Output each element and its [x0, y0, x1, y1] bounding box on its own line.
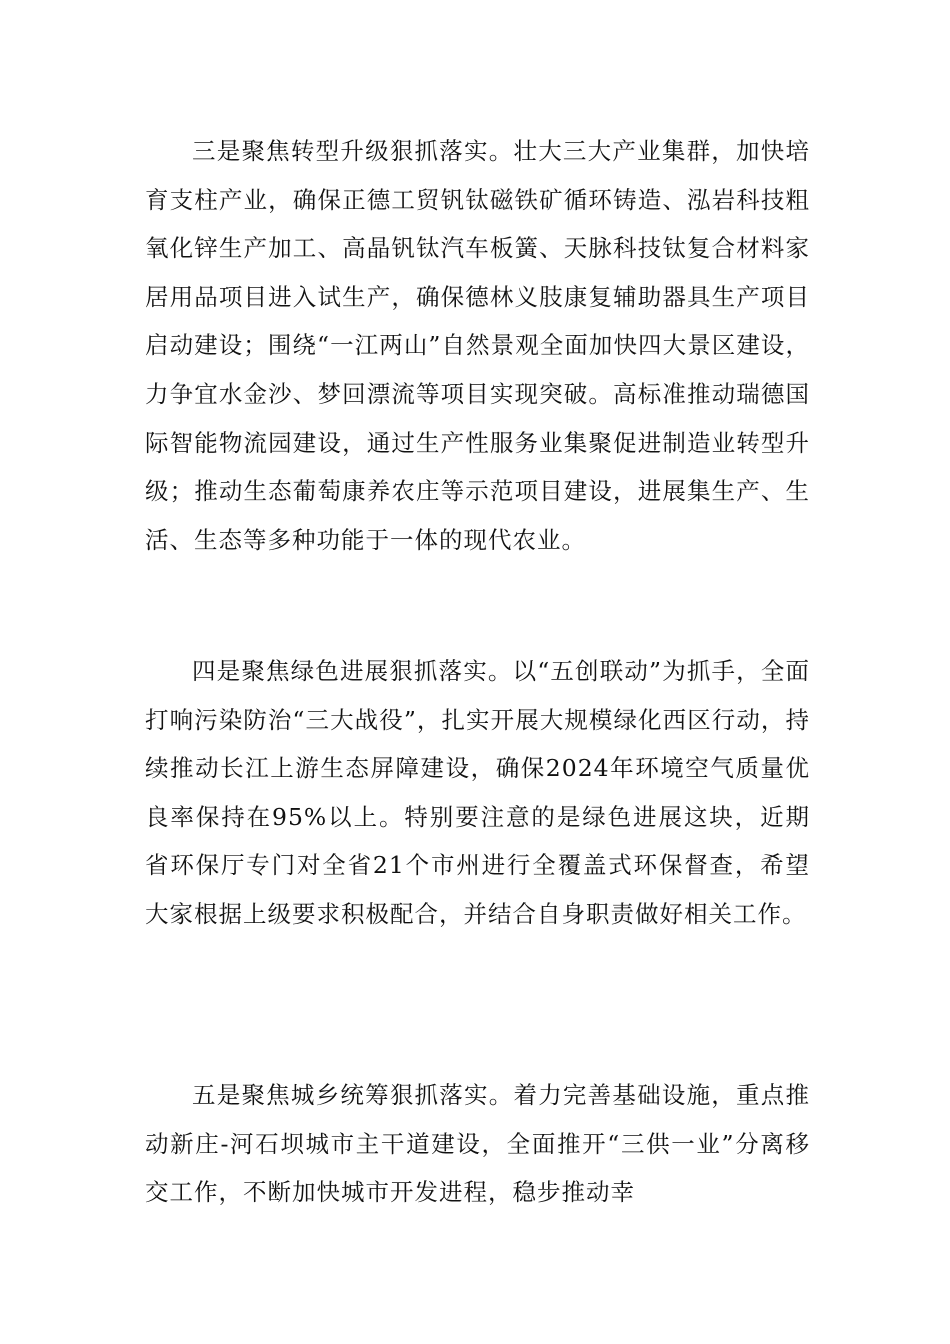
paragraph-green-development: 四是聚焦绿色进展狠抓落实。以“五创联动”为抓手，全面打响污染防治“三大战役”，扎实开展大规模绿化西区行动，持续推动长江上游生态屏障建设，确保2024年环境空气质量优良率保持在95%以上。特别要注意的是绿色进展这块，近期省环保厅专门对全省21个市州进行全覆盖式环保督查，希望大家根据上级要求积极配合，并结合自身职责做好相关工作。 — [145, 657, 810, 928]
paragraph-urban-rural-planning: 五是聚焦城乡统筹狠抓落实。着力完善基础设施，重点推动新庄-河石坝城市主干道建设，全面推开“三供一业”分离移交工作，不断加快城市开发进程，稳步推动幸 — [145, 1081, 810, 1207]
paragraph-transformation-upgrade: 三是聚焦转型升级狠抓落实。壮大三大产业集群，加快培育支柱产业，确保正德工贸钒钛磁铁矿循环铸造、泓岩科技粗氧化锌生产加工、高晶钒钛汽车板簧、天脉科技钛复合材料家居用品项目进入试生产，确保德林义肢康复辅助器具生产项目启动建设；围绕“一江两山”自然景观全面加快四大景区建设，力争宜水金沙、梦回漂流等项目实现突破。高标准推动瑞德国际智能物流园建设，通过生产性服务业集聚促进制造业转型升级；推动生态葡萄康养农庄等示范项目建设，进展集生产、生活、生态等多种功能于一体的现代农业。 — [145, 137, 810, 554]
